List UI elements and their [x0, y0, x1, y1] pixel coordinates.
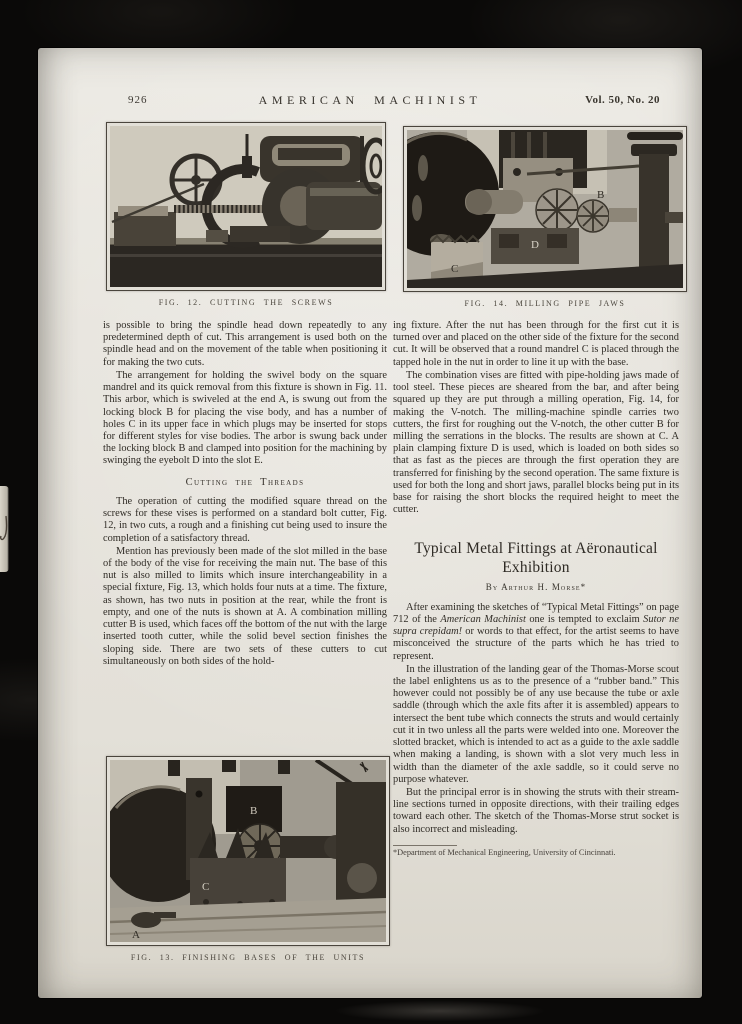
- text-segment: After examining the sketches of “Typical Metal Fittings” on page 712 of the: [393, 601, 679, 625]
- italic-journal-name: American Machinist: [440, 613, 526, 625]
- fig12-photo-lathe: [110, 126, 382, 287]
- body-paragraph: The combination vises are fitted with pipe-holding jaws made of tool steel. These pieces are sheared from the bar, and after being squared up they are put through a milling operation, Fig. 14, for making the V-notch. The milling-machine spindle carries two cutters, the first for roughing out the V-notch, the other cutter B for milling the serrations in the blocks. The results are shown at C. A plain clamping fixture D is used, which is loaded on both sides so that as fast as the pieces are through the first operation they are transferred for finishing by the second operation. The same fixture is used for both the long and short jaws, parallel blocks being put in its base for raising the short blocks the required height to meet the cutter.: [393, 369, 679, 516]
- page-number: 926: [128, 94, 148, 106]
- fig14-photo-milling-machine: [407, 130, 683, 288]
- fig14-frame: [403, 126, 687, 292]
- text-segment: or words to that effect, for the artist seems to have misconceived the structure of the parts which he has tried to represent.: [393, 626, 679, 662]
- fig12-frame: [106, 122, 386, 291]
- left-text-column: [103, 320, 387, 669]
- volume-issue: Vol. 50, No. 20: [585, 94, 660, 106]
- fig13-frame: [106, 756, 390, 946]
- figure-12: [106, 122, 386, 307]
- scan-artifact-bottom-smudge: [300, 998, 580, 1024]
- body-paragraph: The arrangement for holding the swivel body on the square mandrel and its quick removal from this fixture is shown in Fig. 11. This arbor, which is swiveled at the end A, is swung out from the locking block B for placing the vise body, and has a number of holes C in its upper face in which plugs may be inserted for stops for different styles for vise bodies. The arbor is swung back under the locking block B and clamped into position for the machining by swinging the eyebolt D into the slot E.: [103, 369, 387, 467]
- text-segment: one is tempted to exclaim: [525, 613, 644, 625]
- fig13-label-c: C: [202, 881, 210, 893]
- fig14-label-d: D: [531, 239, 539, 251]
- article-title: Typical Metal Fittings at Aëronautical Exhibition: [414, 539, 658, 577]
- fig12-caption: FIG. 12. CUTTING THE SCREWS: [158, 298, 334, 307]
- footnote: *Department of Mechanical Engineering, University of Cincinnati.: [393, 845, 679, 858]
- section-heading: Cutting the Threads: [185, 476, 305, 488]
- body-paragraph: The operation of cutting the modified square thread on the screws for these vises is performed on a standard bolt cutter, Fig. 12, in two cuts, a rough and a finishing cut being used to insure the completion of a satisfactory thread.: [103, 495, 387, 544]
- fig13-caption: FIG. 13. FINISHING BASES OF THE UNITS: [130, 953, 366, 962]
- scan-artifact-left-edge: [0, 486, 9, 572]
- italic-latin-phrase: Sutor ne supra crepidam!: [393, 613, 679, 638]
- article-paragraph: [393, 602, 679, 663]
- figure-14: [403, 126, 687, 308]
- magazine-page: [38, 48, 702, 998]
- fig13-label-a: A: [132, 929, 140, 941]
- fig14-caption: FIG. 14. MILLING PIPE JAWS: [464, 299, 626, 308]
- article-paragraph: But the principal error is in showing the struts with their stream-line sections turned in opposite directions, with their trailing edges toward each other. The sketch of the Thomas-Morse strut socket is also incorrect and misleading.: [393, 787, 679, 835]
- body-paragraph: is possible to bring the spindle head down repeatedly to any predetermined depth of cut. This arrangement is used both on the spindle head and on the movement of the table when positioning it for making the two cuts.: [103, 320, 387, 368]
- figure-13: [106, 756, 390, 962]
- fig13-label-b: B: [250, 805, 258, 817]
- journal-title: AMERICAN MACHINIST: [258, 93, 482, 107]
- fig14-label-c: C: [451, 263, 459, 275]
- body-paragraph: Mention has previously been made of the slot milled in the base of the body of the vise for receiving the main nut. The base of this nut is also milled to limits which insure interchangeability in a special fixture, Fig. 13, which holds four nuts at a time. The fixture, as shown, has two nuts in position at the rear, while the front is empty, and one of the nuts is shown at A. A combination milling cutter B is used, which faces off the bottom of the nut with the large inserted tooth cutter, while the solid bevel section finishes the sloping side. There are two sets of these cutters to cut simultaneously on both sides of the hold-: [103, 545, 387, 667]
- running-header: [38, 94, 702, 110]
- fig13-photo-finishing-fixture: [110, 760, 386, 942]
- body-paragraph: ing fixture. After the nut has been through for the first cut it is turned over and placed on the other side of the fixture for the second cut. It will be observed that a round mandrel C is placed through the tapped hole in the nut in order to line it up with the base.: [393, 320, 679, 368]
- article-paragraph: In the illustration of the landing gear of the Thomas-Morse scout the label enlightens us as to the presence of a “rubber band.” This however could not possibly be of any use because the tube or axle saddle (through which the axle fits after it is assembled) appears to intersect the bent tube which connects the struts and would certainly cut it in two unless all the parts were welded into one. Moreover the slotted bracket, which is intended to act as a guide to the axle saddle when making a landing, is shown with a slot very much less in width than the diameter of the axle saddle, so it could serve no purpose whatever.: [393, 663, 679, 785]
- handwritten-mark: [0, 514, 9, 544]
- right-text-column: [393, 320, 679, 858]
- fig14-label-b: B: [597, 189, 605, 201]
- article-byline: By Arthur H. Morse*: [485, 582, 587, 593]
